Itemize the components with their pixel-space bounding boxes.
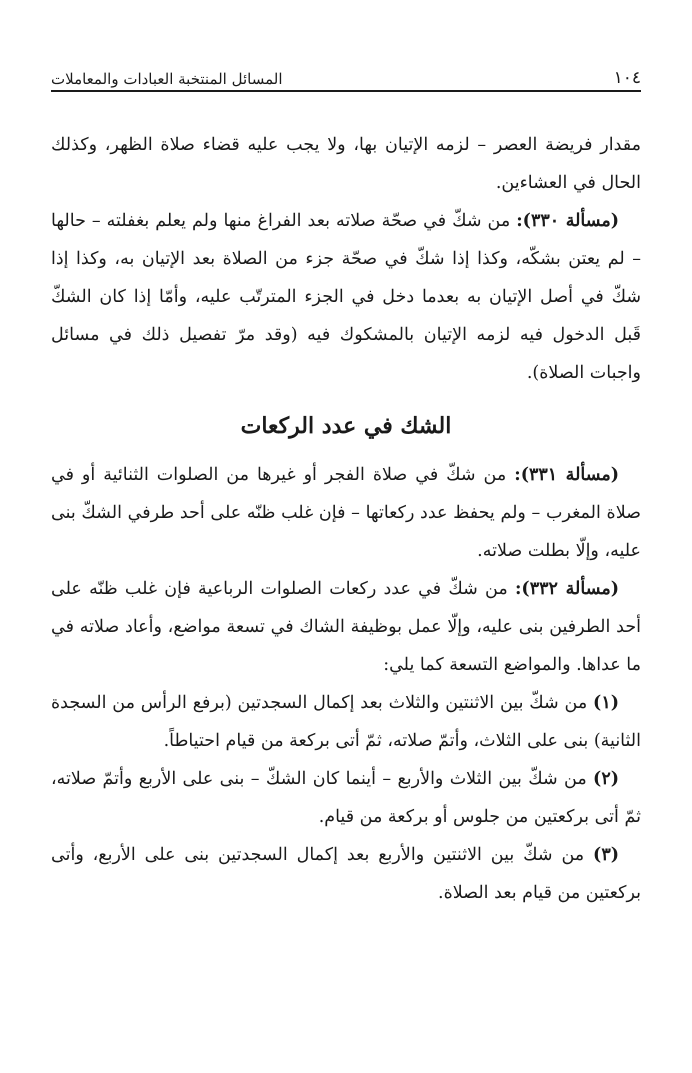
masala-label: (مسألة ٣٣١): xyxy=(514,465,619,485)
masala-text: من شكّ في صلاة الفجر أو غيرها من الصلوات الثنائية أو في صلاة المغرب – ولم يحفظ عدد ركعاتها – فإن غلب ظنّه على أحد طرفي الشكّ بنى عليه، وإلّا بطلت صلاته. xyxy=(51,465,641,561)
page-header xyxy=(51,60,641,92)
list-item-text: من شكّ بين الاثنتين والأربع بعد إكمال السجدتين بنى على الأربع، وأتى بركعتين من قيام بعد الصلاة. xyxy=(51,845,641,903)
paragraph-masala-331 xyxy=(51,456,641,570)
paragraph-masala-330 xyxy=(51,202,641,392)
page-body xyxy=(51,126,641,912)
paragraph-continuation: مقدار فريضة العصر – لزمه الإتيان بها، ولا يجب عليه قضاء صلاة الظهر، وكذلك الحال في العشاءين. xyxy=(51,135,641,193)
section-heading: الشك في عدد الركعات xyxy=(240,413,452,439)
list-item-3 xyxy=(51,836,641,912)
running-title: المسائل المنتخبة العبادات والمعاملات xyxy=(51,70,283,88)
paragraph-masala-332 xyxy=(51,570,641,684)
list-item-text: من شكّ بين الاثنتين والثلاث بعد إكمال السجدتين (برفع الرأس من السجدة الثانية) بنى على الثلاث، وأتمّ صلاته، ثمّ أتى بركعة من قيام احتياطاً. xyxy=(51,693,641,751)
list-item-number: (٣) xyxy=(593,845,619,865)
list-item-1 xyxy=(51,684,641,760)
list-item-text: من شكّ بين الثلاث والأربع – أينما كان الشكّ – بنى على الأربع وأتمّ صلاته، ثمّ أتى بركعتين من جلوس أو بركعة من قيام. xyxy=(51,769,641,827)
page-number: ١٠٤ xyxy=(613,68,641,88)
masala-text: من شكّ في عدد ركعات الصلوات الرباعية فإن غلب ظنّه على أحد الطرفين بنى عليه، وإلّا عمل بوظيفة الشاك في تسعة مواضع، وأعاد صلاته في ما عداها. والمواضع التسعة كما يلي: xyxy=(51,579,641,675)
masala-text: من شكّ في صحّة صلاته بعد الفراغ منها ولم يعلم بغفلته – حالها – لم يعتن بشكّه، وكذا إذا شكّ في صحّة جزء من الصلاة بعد الإتيان به، وكذا إذا شكّ في أصل الإتيان به بعدما دخل في الجزء المترتّب عليه، وأمّا إذا كان الشكّ قَبل الدخول فيه لزمه الإتيان بالمشكوك فيه (وقد مرّ تفصيل ذلك في مسائل واجبات الصلاة). xyxy=(51,211,641,383)
book-page xyxy=(51,60,641,912)
masala-label: (مسألة ٣٣٠): xyxy=(516,211,620,231)
list-item-number: (١) xyxy=(593,693,619,713)
list-item-2 xyxy=(51,760,641,836)
masala-label: (مسألة ٣٣٢): xyxy=(514,579,619,599)
list-item-number: (٢) xyxy=(593,769,619,789)
